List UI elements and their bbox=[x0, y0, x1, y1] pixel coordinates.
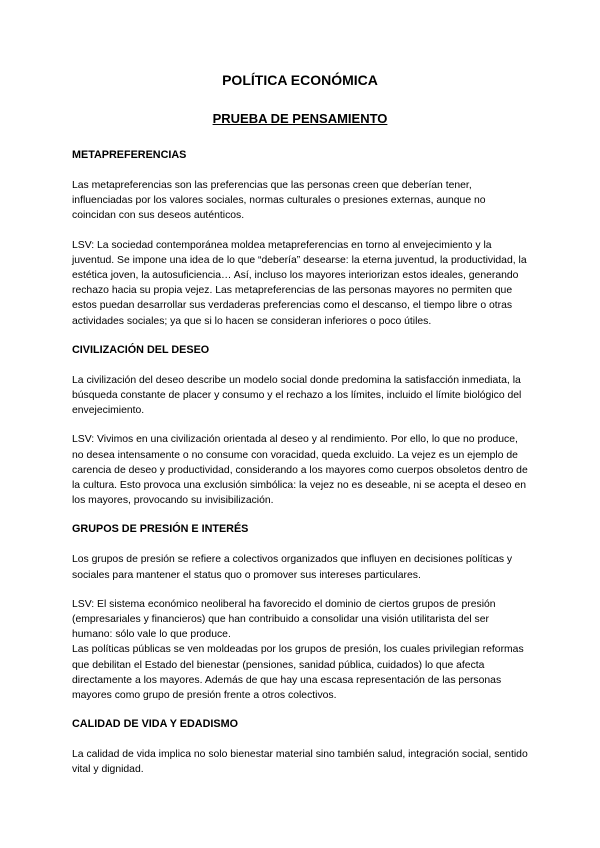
section-heading: CIVILIZACIÓN DEL DESEO bbox=[72, 343, 210, 356]
section-heading: CALIDAD DE VIDA Y EDADISMO bbox=[72, 718, 238, 731]
section-grupos-de-presion bbox=[72, 522, 530, 703]
section-heading: METAPREFERENCIAS bbox=[72, 149, 187, 161]
section-calidad-de-vida bbox=[72, 717, 530, 777]
section-civilizacion-del-deseo bbox=[72, 343, 530, 509]
document-subtitle: PRUEBA DE PENSAMIENTO bbox=[212, 111, 388, 126]
paragraph: LSV: La sociedad contemporánea moldea metapreferencias en torno al envejecimiento y la juventud. Se impone una idea de lo que “debería” desearse: la eterna juventud, la productividad, la estética joven, la autosuficiencia… Así, incluso los mayores interiorizan estos ideales, generando rechazo hacia su propia vejez. Las metapreferencias de las personas mayores no permiten que estos puedan desarrollar sus verdaderas preferencias como el descanso, el tiempo libre o otras actividades sociales; ya que si lo hacen se consideran inferiores o poco útiles. bbox=[72, 239, 527, 327]
document-body bbox=[72, 148, 530, 792]
paragraph: LSV: El sistema económico neoliberal ha favorecido el dominio de ciertos grupos de presión (empresariales y financieros) que han contribuido a consolidar una visión utilitarista del ser humano: sólo vale lo que produce. bbox=[72, 598, 496, 641]
paragraph: La calidad de vida implica no solo bienestar material sino también salud, integración social, sentido vital y dignidad. bbox=[72, 749, 528, 776]
paragraph: Las metapreferencias son las preferencias que las personas creen que deberían tener, influenciadas por los valores sociales, normas culturales o presiones externas, aunque no coincidan con sus deseos auténticos. bbox=[72, 180, 486, 222]
paragraph: La civilización del deseo describe un modelo social donde predomina la satisfacción inmediata, la búsqueda constante de placer y consumo y el rechazo a los límites, incluido el límite biológico del envejecimiento. bbox=[72, 374, 522, 417]
paragraph: LSV: Vivimos en una civilización orientada al deseo y al rendimiento. Por ello, lo que no produce, no desea intensamente o no consume con voracidad, queda excluido. La vejez es un ejemplo de carencia de deseo y productividad, considerando a los mayores como cuerpos obsoletos dentro de la cultura. Esto provoca una exclusión simbólica: la vejez no es deseable, ni se acepta el deseo en los mayores, provocando su invisibilización. bbox=[72, 434, 528, 507]
document-title: POLÍTICA ECONÓMICA bbox=[222, 72, 378, 88]
section-heading: GRUPOS DE PRESIÓN E INTERÉS bbox=[72, 523, 249, 536]
paragraph: Los grupos de presión se refiere a colectivos organizados que influyen en decisiones políticas y sociales para mantener el status quo o promover sus intereses particulares. bbox=[72, 554, 513, 581]
section-metapreferencias bbox=[72, 148, 530, 329]
paragraph: Las políticas públicas se ven moldeadas por los grupos de presión, los cuales privilegian reformas que debilitan el Estado del bienestar (pensiones, sanidad pública, cuidados) lo que afecta directamente a los mayores. Además de que hay una escasa representación de las personas mayores como grupo de presión frente a otros colectivos. bbox=[72, 644, 524, 702]
